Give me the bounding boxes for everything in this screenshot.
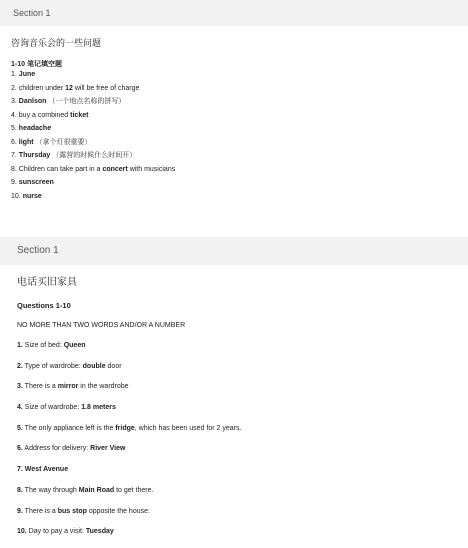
item-note: （露营的时候什么时间开） <box>50 152 137 159</box>
section-header-2 <box>0 237 468 265</box>
item-text: Day to pay a visit: <box>26 528 86 536</box>
answer-item <box>17 382 462 403</box>
item-number: 2. <box>17 362 23 370</box>
answer-item <box>17 444 462 465</box>
section-header-label: Section 1 <box>17 245 59 256</box>
item-number: 10. <box>17 528 27 536</box>
item-text: 3. <box>11 98 19 105</box>
item-text: There is a <box>22 507 58 515</box>
answer-text: concert <box>102 165 128 173</box>
item-number: 6. <box>17 445 23 453</box>
item-text: 2. children under <box>11 84 66 92</box>
answer-item <box>17 507 462 528</box>
item-text: 4. buy a combined <box>11 111 71 119</box>
answer-text: headache <box>18 125 52 132</box>
item-number: 9. <box>17 507 23 515</box>
item-text: with musicians <box>127 165 176 173</box>
section-1-content <box>11 37 461 205</box>
item-text: 8. Children can take part in a <box>11 165 103 173</box>
item-number: 4. <box>17 404 23 412</box>
item-text: , which has been used for 2 years. <box>134 424 242 432</box>
item-number: 5. <box>17 424 23 432</box>
answer-item <box>17 424 462 445</box>
item-text: The only appliance left is the <box>22 424 116 432</box>
section-2-heading: 电话买旧家具 <box>17 277 77 288</box>
answer-text: mirror <box>57 383 79 391</box>
answer-text: 12 <box>65 84 73 92</box>
answer-text: Tuesday <box>85 528 114 536</box>
item-text: 6. <box>11 138 19 146</box>
answer-text: Danlson <box>18 98 47 105</box>
answer-text: ticket <box>70 111 89 119</box>
item-number: 1. <box>17 342 23 349</box>
item-text: 9. <box>11 179 19 186</box>
item-note: （一个地点名称的拼写） <box>46 98 126 105</box>
item-number: 7. <box>17 466 23 474</box>
item-text: opposite the house. <box>86 507 150 515</box>
answer-item <box>17 465 462 486</box>
answer-item <box>11 70 461 84</box>
answer-item <box>11 111 461 125</box>
item-text: Size of wardrobe: <box>22 404 82 412</box>
item-text: will be free of charge <box>72 84 140 92</box>
answer-item <box>11 138 461 152</box>
answer-list-2 <box>17 341 462 548</box>
answer-text: June <box>18 71 36 78</box>
answer-item <box>11 178 461 192</box>
section-1-subheading: 1-10 笔记填空题 <box>11 61 62 68</box>
answer-text: bus stop <box>57 507 87 515</box>
answer-item <box>17 486 462 507</box>
item-text: Type of wardrobe: <box>22 362 83 370</box>
item-number: 8. <box>17 486 23 494</box>
answer-item <box>11 192 461 206</box>
item-number: 3. <box>17 383 23 391</box>
answer-item <box>11 97 461 111</box>
answer-item <box>17 362 462 383</box>
section-header-1 <box>0 0 468 26</box>
answer-item <box>11 151 461 165</box>
answer-text: nurse <box>22 192 42 200</box>
answer-list-1 <box>11 70 461 205</box>
item-text: 10. <box>11 192 23 200</box>
answer-text: sunscreen <box>18 179 54 186</box>
item-text: There is a <box>22 383 58 391</box>
item-text: The way through <box>22 486 79 494</box>
answer-text: fridge <box>115 424 135 432</box>
item-text: 5. <box>11 125 19 132</box>
item-text: Address for delivery: <box>22 445 91 453</box>
answer-text: light <box>18 138 34 146</box>
section-1-heading: 咨询音乐会的一些问题 <box>11 38 102 48</box>
section-2-content <box>17 276 462 548</box>
item-text: 7. <box>11 152 19 159</box>
answer-text: 1.8 meters <box>81 404 116 412</box>
answer-item <box>17 527 462 548</box>
answer-item <box>17 403 462 424</box>
answer-item <box>17 341 462 362</box>
answer-item <box>11 165 461 179</box>
item-text: door <box>105 362 122 370</box>
item-text: Size of bed: <box>22 342 64 349</box>
answer-text: River View <box>90 445 126 453</box>
answer-text: West Avenue <box>24 466 69 474</box>
section-header-label: Section 1 <box>13 8 51 18</box>
section-2-subheading: Questions 1-10 <box>17 301 71 310</box>
answer-text: Thursday <box>18 152 51 159</box>
answer-text: Main Road <box>78 486 115 494</box>
answer-item <box>11 84 461 98</box>
item-text: to get there. <box>114 486 154 494</box>
section-2-instruction: NO MORE THAN TWO WORDS AND/OR A NUMBER <box>17 322 186 329</box>
item-note: （拿个灯很重要） <box>33 138 92 146</box>
answer-text: Queen <box>63 342 86 349</box>
answer-item <box>11 124 461 138</box>
answer-text: double <box>82 362 106 370</box>
item-text: 1. <box>11 71 19 78</box>
item-text: in the wardrobe <box>78 383 129 391</box>
